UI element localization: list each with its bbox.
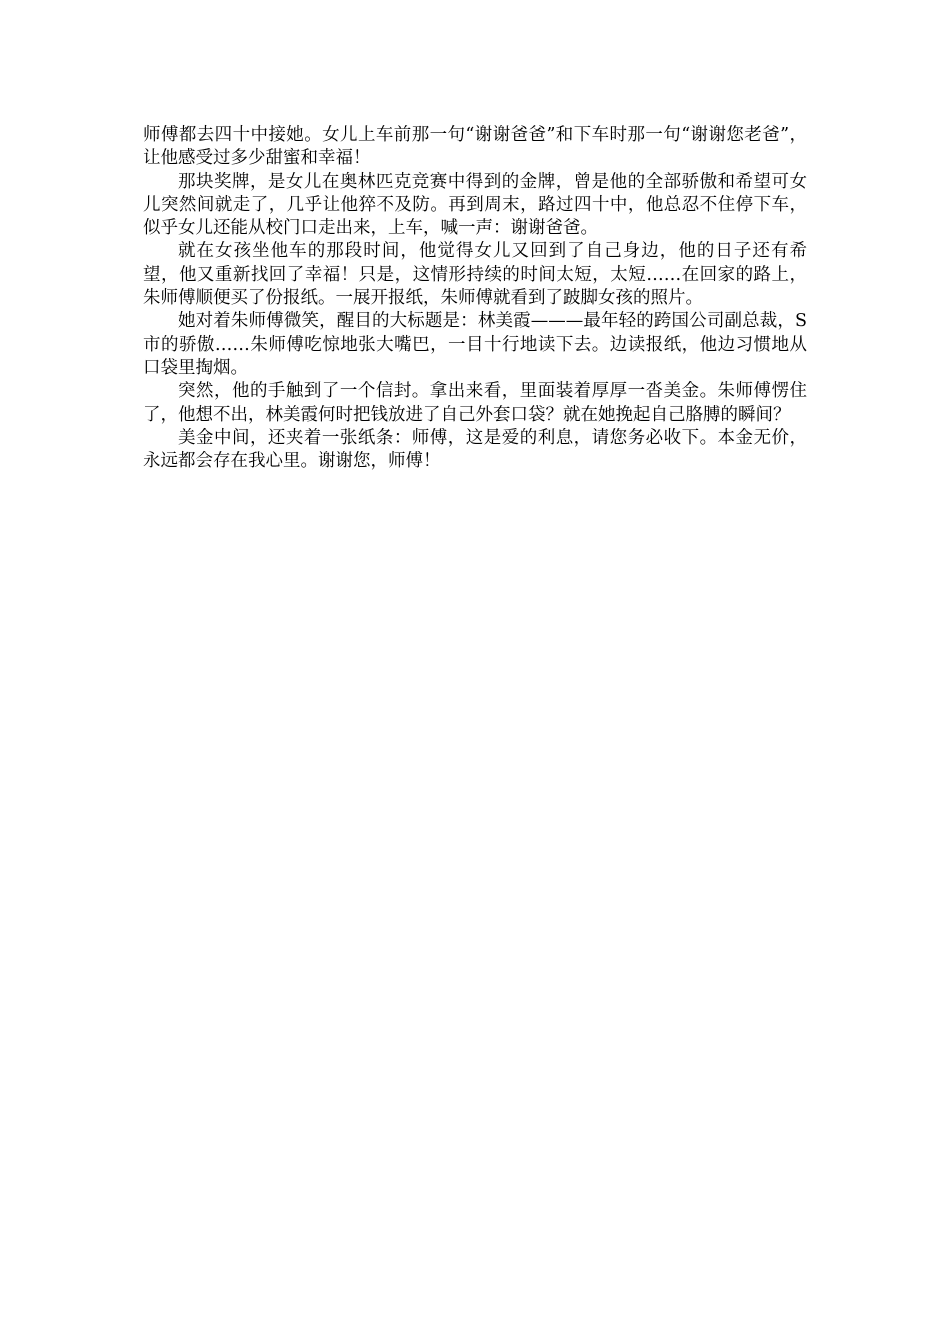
paragraph-5: 突然，他的手触到了一个信封。拿出来看，里面装着厚厚一沓美金。朱师傅愣住了，他想不出，林美霞何时把钱放进了自己外套口袋？就在她挽起自己胳膊的瞬间？ <box>143 381 807 425</box>
paragraph-1: 师傅都去四十中接她。女儿上车前那一句“谢谢爸爸”和下车时那一句“谢谢您老爸”，让他感受过多少甜蜜和幸福！ <box>143 125 807 169</box>
paragraph-2: 那块奖牌，是女儿在奥林匹克竞赛中得到的金牌，曾是他的全部骄傲和希望可女儿突然间就走了，几乎让他猝不及防。再到周末，路过四十中，他总忍不住停下车，似乎女儿还能从校门口走出来，上车，喊一声：谢谢爸爸。 <box>143 171 807 239</box>
story-text <box>143 124 807 473</box>
paragraph-4: 她对着朱师傅微笑，醒目的大标题是：林美霞———最年轻的跨国公司副总裁，S市的骄傲……朱师傅吃惊地张大嘴巴，一目十行地读下去。边读报纸，他边习惯地从口袋里掏烟。 <box>143 311 807 378</box>
paragraph-6: 美金中间，还夹着一张纸条：师傅，这是爱的利息，请您务必收下。本金无价，永远都会存在我心里。谢谢您，师傅！ <box>143 427 807 472</box>
paragraph-3: 就在女孩坐他车的那段时间，他觉得女儿又回到了自己身边，他的日子还有希望，他又重新找回了幸福！只是，这情形持续的时间太短，太短……在回家的路上，朱师傅顺便买了份报纸。一展开报纸，朱师傅就看到了跛脚女孩的照片。 <box>143 241 807 309</box>
